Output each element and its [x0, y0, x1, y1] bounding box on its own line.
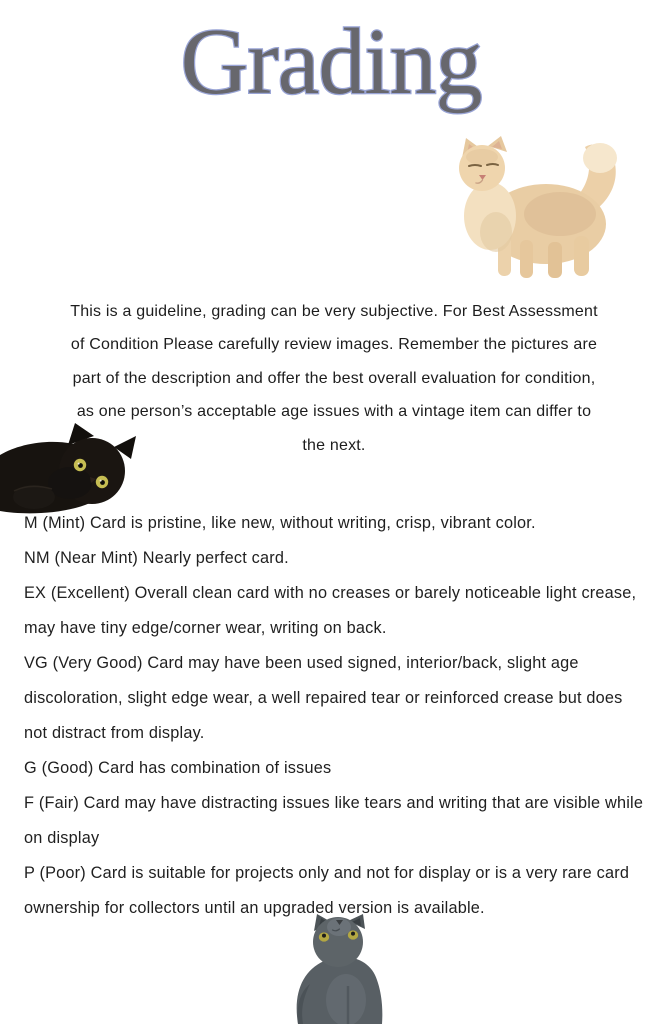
black-cat-icon: [0, 421, 158, 516]
grade-item-fair: F (Fair) Card may have distracting issues like tears and writing that are visible while on display: [24, 794, 644, 847]
cream-longhair-cat-image: [448, 136, 644, 280]
cream-cat-icon: [448, 136, 644, 280]
grading-scale-list: [24, 506, 644, 926]
grade-item-excellent: EX (Excellent) Overall clean card with no creases or barely noticeable light crease, may have tiny edge/corner wear, writing on back.: [24, 584, 637, 637]
gray-cat-icon: [260, 914, 424, 1024]
intro-paragraph: This is a guideline, grading can be very subjective. For Best Assessment of Condition Please carefully review images. Remember the pictures are part of the description and offer the best overall evaluation for condition, as one person’s acceptable age issues with a vintage item can differ to the next.: [70, 303, 598, 454]
grade-item-mint: M (Mint) Card is pristine, like new, without writing, crisp, vibrant color.: [24, 514, 536, 532]
gray-sitting-cat-image: [260, 914, 424, 1024]
grade-item-poor: P (Poor) Card is suitable for projects only and not for display or is a very rare card ownership for collectors until an upgraded version is available.: [24, 864, 630, 917]
grade-item-very-good: VG (Very Good) Card may have been used signed, interior/back, slight age discoloration, slight edge wear, a well repaired tear or reinforced crease but does not distract from display.: [24, 654, 623, 742]
page-title: Grading: [180, 10, 482, 114]
grade-item-good: G (Good) Card has combination of issues: [24, 759, 332, 777]
grade-item-near-mint: NM (Near Mint) Nearly perfect card.: [24, 549, 289, 567]
black-lying-cat-image: [0, 421, 158, 516]
